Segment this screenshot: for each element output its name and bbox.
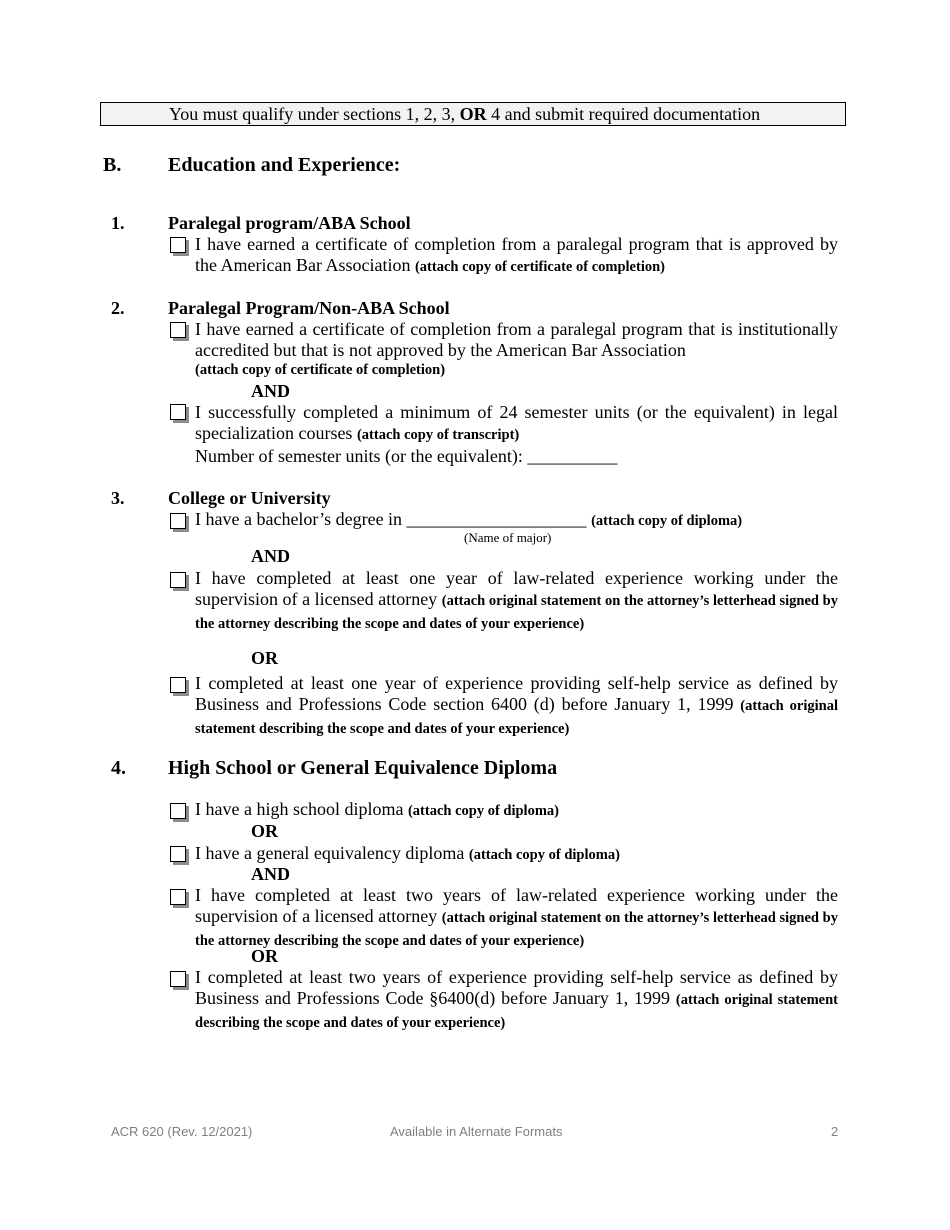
section-letter: B. [103, 154, 122, 176]
connector-and: AND [251, 864, 290, 884]
item-note: (attach copy of certificate of completion) [195, 362, 446, 378]
qualification-banner [100, 102, 846, 126]
section-1-heading: Paralegal program/ABA School [168, 213, 411, 233]
item-note: (attach original statement on the attorney’s letterhead signed by the attorney describing the scope and dates of your experience) [195, 593, 838, 632]
item-note: (attach copy of transcript) [356, 427, 520, 443]
checkbox-two-year-experience[interactable] [170, 889, 186, 905]
connector-and: AND [251, 381, 290, 401]
section-3-heading: College or University [168, 488, 331, 508]
section-4-number: 4. [111, 757, 126, 779]
banner-text-after: 4 and submit required documentation [486, 104, 761, 124]
item-bachelors-degree [195, 509, 838, 532]
item-text: I have earned a certificate of completion from a paralegal program that is approved by the American Bar Association [195, 234, 838, 275]
item-high-school-diploma [195, 799, 838, 822]
semester-units-field[interactable]: Number of semester units (or the equivalent): __________ [195, 446, 618, 466]
item-text: I have a general equivalency diploma [195, 843, 469, 863]
item-note: (attach copy of certificate of completion) [414, 259, 665, 275]
major-field[interactable]: I have a bachelor’s degree in ____________________ [195, 509, 592, 529]
item-two-year-self-help [195, 967, 838, 1034]
item-two-year-experience [195, 885, 838, 952]
section-2-number: 2. [111, 298, 125, 318]
item-ged [195, 843, 838, 866]
item-semester-units [195, 402, 838, 467]
checkbox-non-aba-certificate[interactable] [170, 322, 186, 338]
item-aba-certificate [195, 234, 838, 278]
checkbox-one-year-self-help[interactable] [170, 677, 186, 693]
banner-text-bold: OR [459, 104, 487, 124]
checkbox-high-school-diploma[interactable] [170, 803, 186, 819]
checkbox-ged[interactable] [170, 846, 186, 862]
item-note: (attach copy of diploma) [468, 847, 620, 863]
footer-form-number: ACR 620 (Rev. 12/2021) [111, 1124, 253, 1139]
item-text: I completed at least one year of experience providing self-help service as defined by Business and Professions Code section 6400 (d) before January 1, 1999 [195, 673, 838, 714]
item-one-year-self-help [195, 673, 838, 740]
connector-or: OR [251, 821, 278, 841]
section-2-heading: Paralegal Program/Non-ABA School [168, 298, 450, 318]
section-4-heading: High School or General Equivalence Diploma [168, 757, 558, 779]
item-non-aba-certificate [195, 319, 838, 380]
footer-page-number: 2 [831, 1124, 839, 1139]
item-one-year-experience [195, 568, 838, 635]
connector-or: OR [251, 648, 278, 668]
item-text: I completed at least two years of experience providing self-help service as defined by Business and Professions Code §6400(d) before January 1, 1999 [195, 967, 838, 1008]
connector-and: AND [251, 546, 290, 566]
checkbox-aba-certificate[interactable] [170, 237, 186, 253]
checkbox-semester-units[interactable] [170, 404, 186, 420]
banner-text-before: You must qualify under sections 1, 2, 3, [169, 104, 460, 124]
item-note: (attach copy of diploma) [407, 803, 559, 819]
item-text: I have completed at least two years of law-related experience working under the supervision of a licensed attorney [195, 885, 838, 926]
major-caption: (Name of major) [464, 530, 552, 545]
footer-alternate-formats: Available in Alternate Formats [390, 1124, 563, 1139]
section-3-number: 3. [111, 488, 125, 508]
item-text: I successfully completed a minimum of 24 semester units (or the equivalent) in legal specialization courses [195, 402, 838, 443]
section-title: Education and Experience: [168, 154, 401, 176]
item-text: I have a high school diploma [195, 799, 408, 819]
checkbox-one-year-experience[interactable] [170, 572, 186, 588]
item-text: I have completed at least one year of law-related experience working under the supervision of a licensed attorney [195, 568, 838, 609]
item-note: (attach original statement describing the scope and dates of your experience) [195, 992, 838, 1031]
banner-text [169, 103, 760, 125]
section-1-number: 1. [111, 213, 125, 233]
item-text: I have earned a certificate of completion from a paralegal program that is institutionally accredited but that is not approved by the American Bar Association [195, 319, 838, 360]
checkbox-two-year-self-help[interactable] [170, 971, 186, 987]
checkbox-bachelors-degree[interactable] [170, 513, 186, 529]
item-note: (attach original statement describing the scope and dates of your experience) [195, 698, 838, 737]
item-note: (attach original statement on the attorney’s letterhead signed by the attorney describing the scope and dates of your experience) [195, 910, 838, 949]
connector-or: OR [251, 946, 278, 966]
item-note: (attach copy of diploma) [591, 513, 743, 529]
